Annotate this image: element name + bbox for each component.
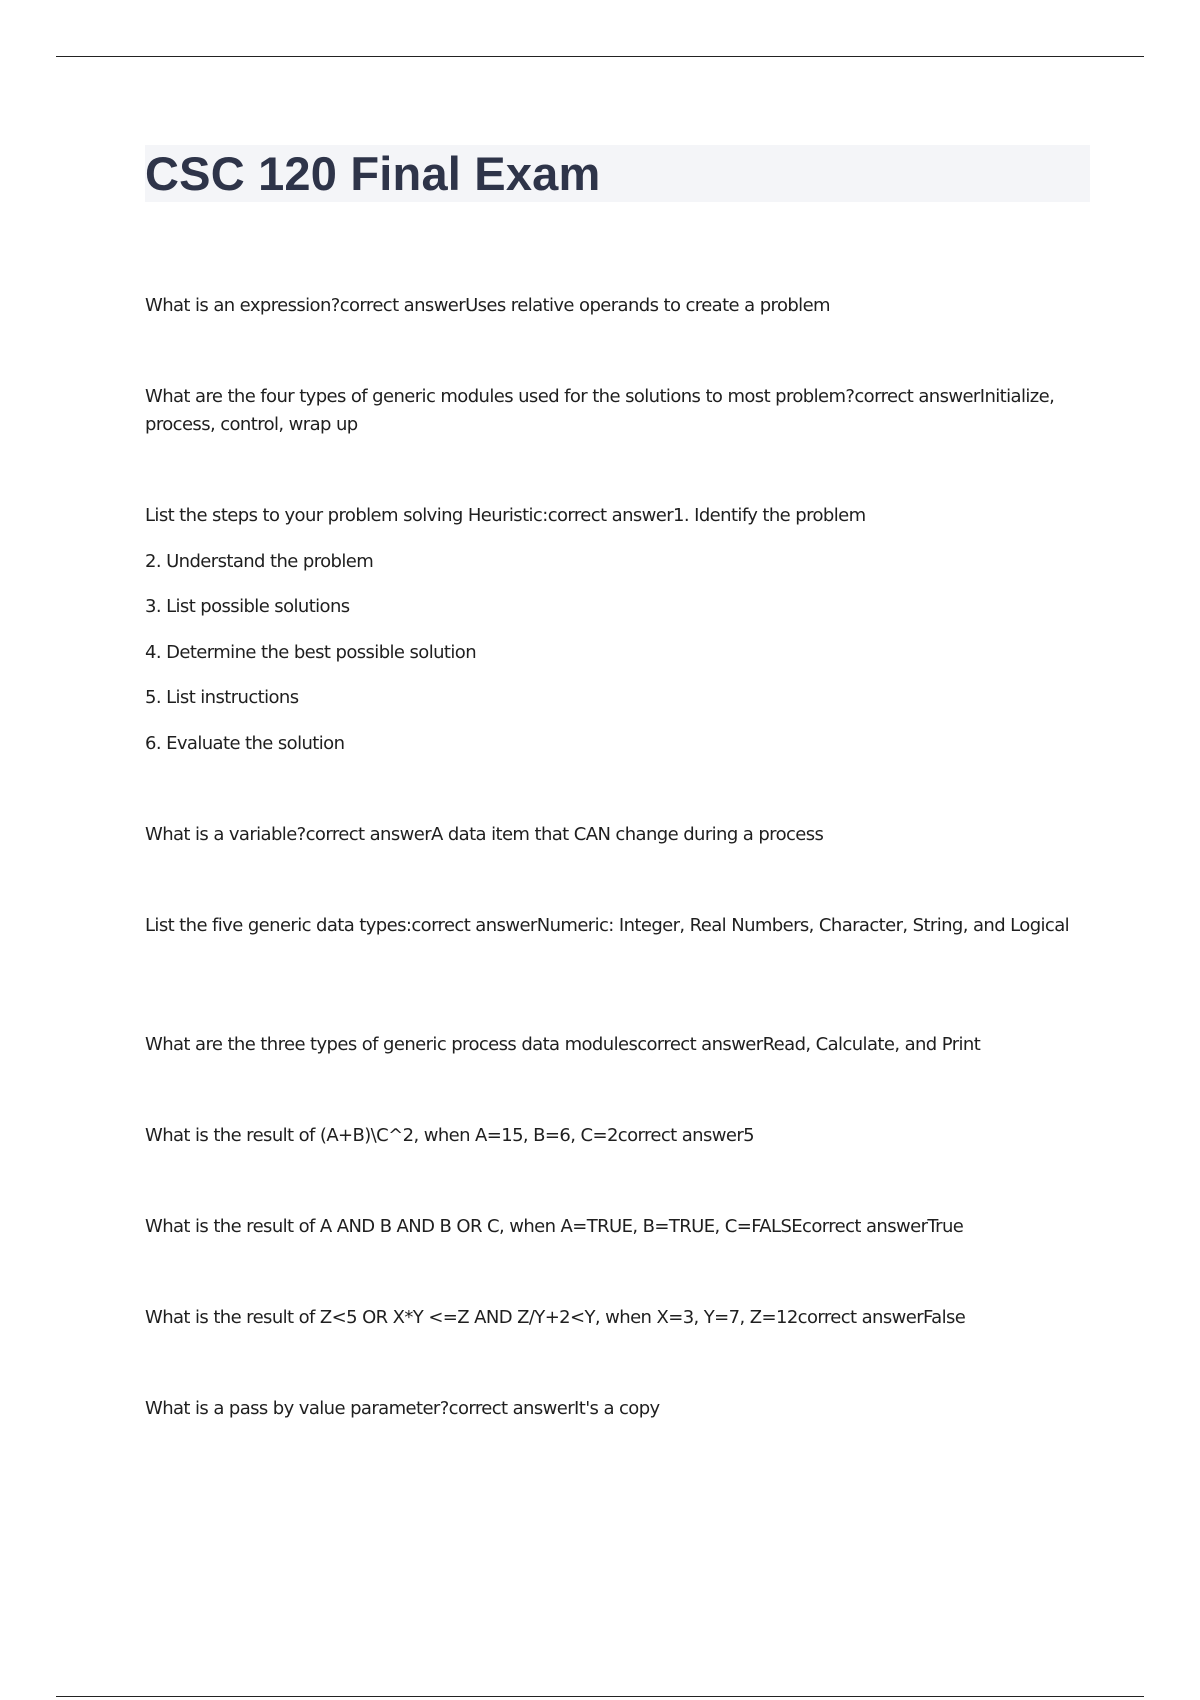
qa-heuristic-steps: List the steps to your problem solving Heuristic:correct answer1. Identify the problem [145,505,866,526]
qa-arithmetic-result: What is the result of (A+B)\C^2, when A=15, B=6, C=2correct answer5 [145,1125,755,1146]
page-title: CSC 120 Final Exam [145,147,601,200]
qa-compound-result: What is the result of Z<5 OR X*Y <=Z AND Z/Y+2<Y, when X=3, Y=7, Z=12correct answerFalse [145,1307,966,1328]
qa-data-types: List the five generic data types:correct answerNumeric: Integer, Real Numbers, Character, String, and Logical [145,915,1070,936]
heuristic-step-6: 6. Evaluate the solution [145,733,345,754]
top-rule [56,56,1144,57]
heuristic-step-2: 2. Understand the problem [145,551,374,572]
heuristic-step-3: 3. List possible solutions [145,596,350,617]
qa-expression: What is an expression?correct answerUses relative operands to create a problem [145,295,830,316]
heuristic-step-4: 4. Determine the best possible solution [145,642,477,663]
qa-variable: What is a variable?correct answerA data item that CAN change during a process [145,824,824,845]
qa-generic-modules: What are the four types of generic modules used for the solutions to most problem?correct answerInitialize, process, control, wrap up [145,386,1055,435]
heuristic-step-5: 5. List instructions [145,687,299,708]
qa-logic-result: What is the result of A AND B AND B OR C, when A=TRUE, B=TRUE, C=FALSEcorrect answerTrue [145,1216,964,1237]
qa-process-modules: What are the three types of generic process data modulescorrect answerRead, Calculate, and Print [145,1034,981,1055]
bottom-rule [56,1696,1144,1697]
qa-pass-by-value: What is a pass by value parameter?correct answerIt's a copy [145,1398,660,1419]
